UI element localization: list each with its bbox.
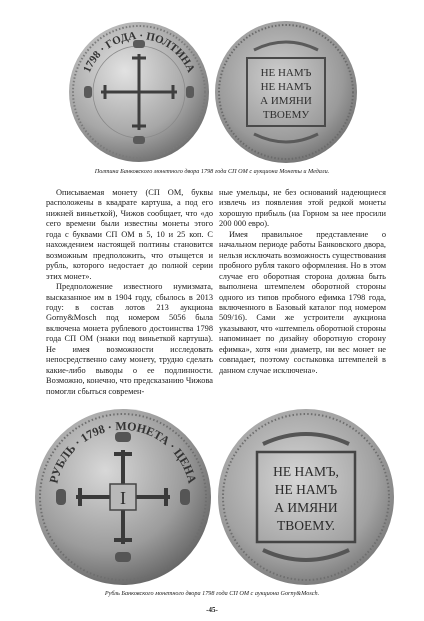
page-number: -45- [206,606,218,614]
poltina-reverse-line-4: ТВОЕМУ [262,109,310,121]
ruble-center-letter: I [120,488,126,508]
right-paragraph-1: ные умельцы, не без оснований надеющиеся извлечь из появления этой редкой монеты хорошую прибыль (на Горном за нее просили 200 000 евро). [219,188,386,229]
right-text-column [219,188,386,376]
poltina-reverse-line-1: НЕ НАМЪ [260,67,312,79]
ruble-reverse-line-1: НЕ НАМЪ, [273,464,339,479]
left-text-column [46,188,213,397]
ruble-reverse-line-4: ТВОЕМУ. [277,518,335,533]
poltina-reverse-line-2: НЕ НАМЪ [260,81,312,93]
poltina-reverse-image [214,20,358,164]
ruble-obverse-legend: РУБЛЬ · 1798 · МОНЕТА · ЦЕНА [46,418,200,485]
poltina-obverse-drawing [68,20,210,164]
top-caption: Полтина Банковского монетного двора 1798 года СП ОМ с аукциона Монеты и Медали. [94,168,330,175]
left-paragraph-2: Предположение известного нумизмата, высказанное им в 1904 году, сбылось в 2013 году: в состав лотов 213 аукциона Gorny&Mosch под номером 5056 была включена монета рублевого достоинства 1798 года СП ОМ (знаки под виньеткой картуша). Не имея возможности исследовать непосредственно саму монету, трудно сделать какие-либо выводы о ее подлинности. Возможно, конечно, что предсказанию Чижова помогли сбыться современ- [46,282,213,396]
poltina-obverse-legend: 1798 · ГОДА · ПОЛТИНА [81,29,197,75]
left-paragraph-1: Описываемая монету (СП ОМ, буквы расположены в квадрате картуша, а под его нижней виньеткой), Чижов сообщает, что «до сего времени были известны монеты этого года с буквами СП ОМ в 5, 10 и 25 коп. С нахождением настоящей полтины становится возможным предположить, что отыщется и рубль, которого недостает до полной серии этих монет». [46,188,213,281]
right-paragraph-2: Имея правильное представление о начальном периоде работы Банковского двора, нельзя исключать возможность существования пробного рубля такого оформления. Но в этом случае его оборотная сторона должна быть выполнена штемпелем оборотной стороны одного из типов пробного ефимка 1798 года, включенного в Базовый каталог под номером 509/16). Сами же устроители аукциона указывают, что «штемпель оборотной стороны напоминает по дизайну оборотную сторону ефимка», хотя «ни диаметр, ни вес монет не совпадает, поэтому состыковка штемпелей в данном случае исключена». [219,229,387,375]
bottom-caption: Рубль Банковского монетного двора 1798 года СП ОМ с аукциона Gorny&Mosch. [104,590,320,597]
ruble-reverse-line-3: А ИМЯНИ [274,500,338,515]
ruble-reverse-image [217,408,395,586]
ruble-reverse-line-2: НЕ НАМЪ [274,482,338,497]
ruble-obverse-image [34,408,212,586]
poltina-reverse-line-3: А ИМЯНИ [260,95,312,107]
poltina-obverse-image [68,20,210,164]
